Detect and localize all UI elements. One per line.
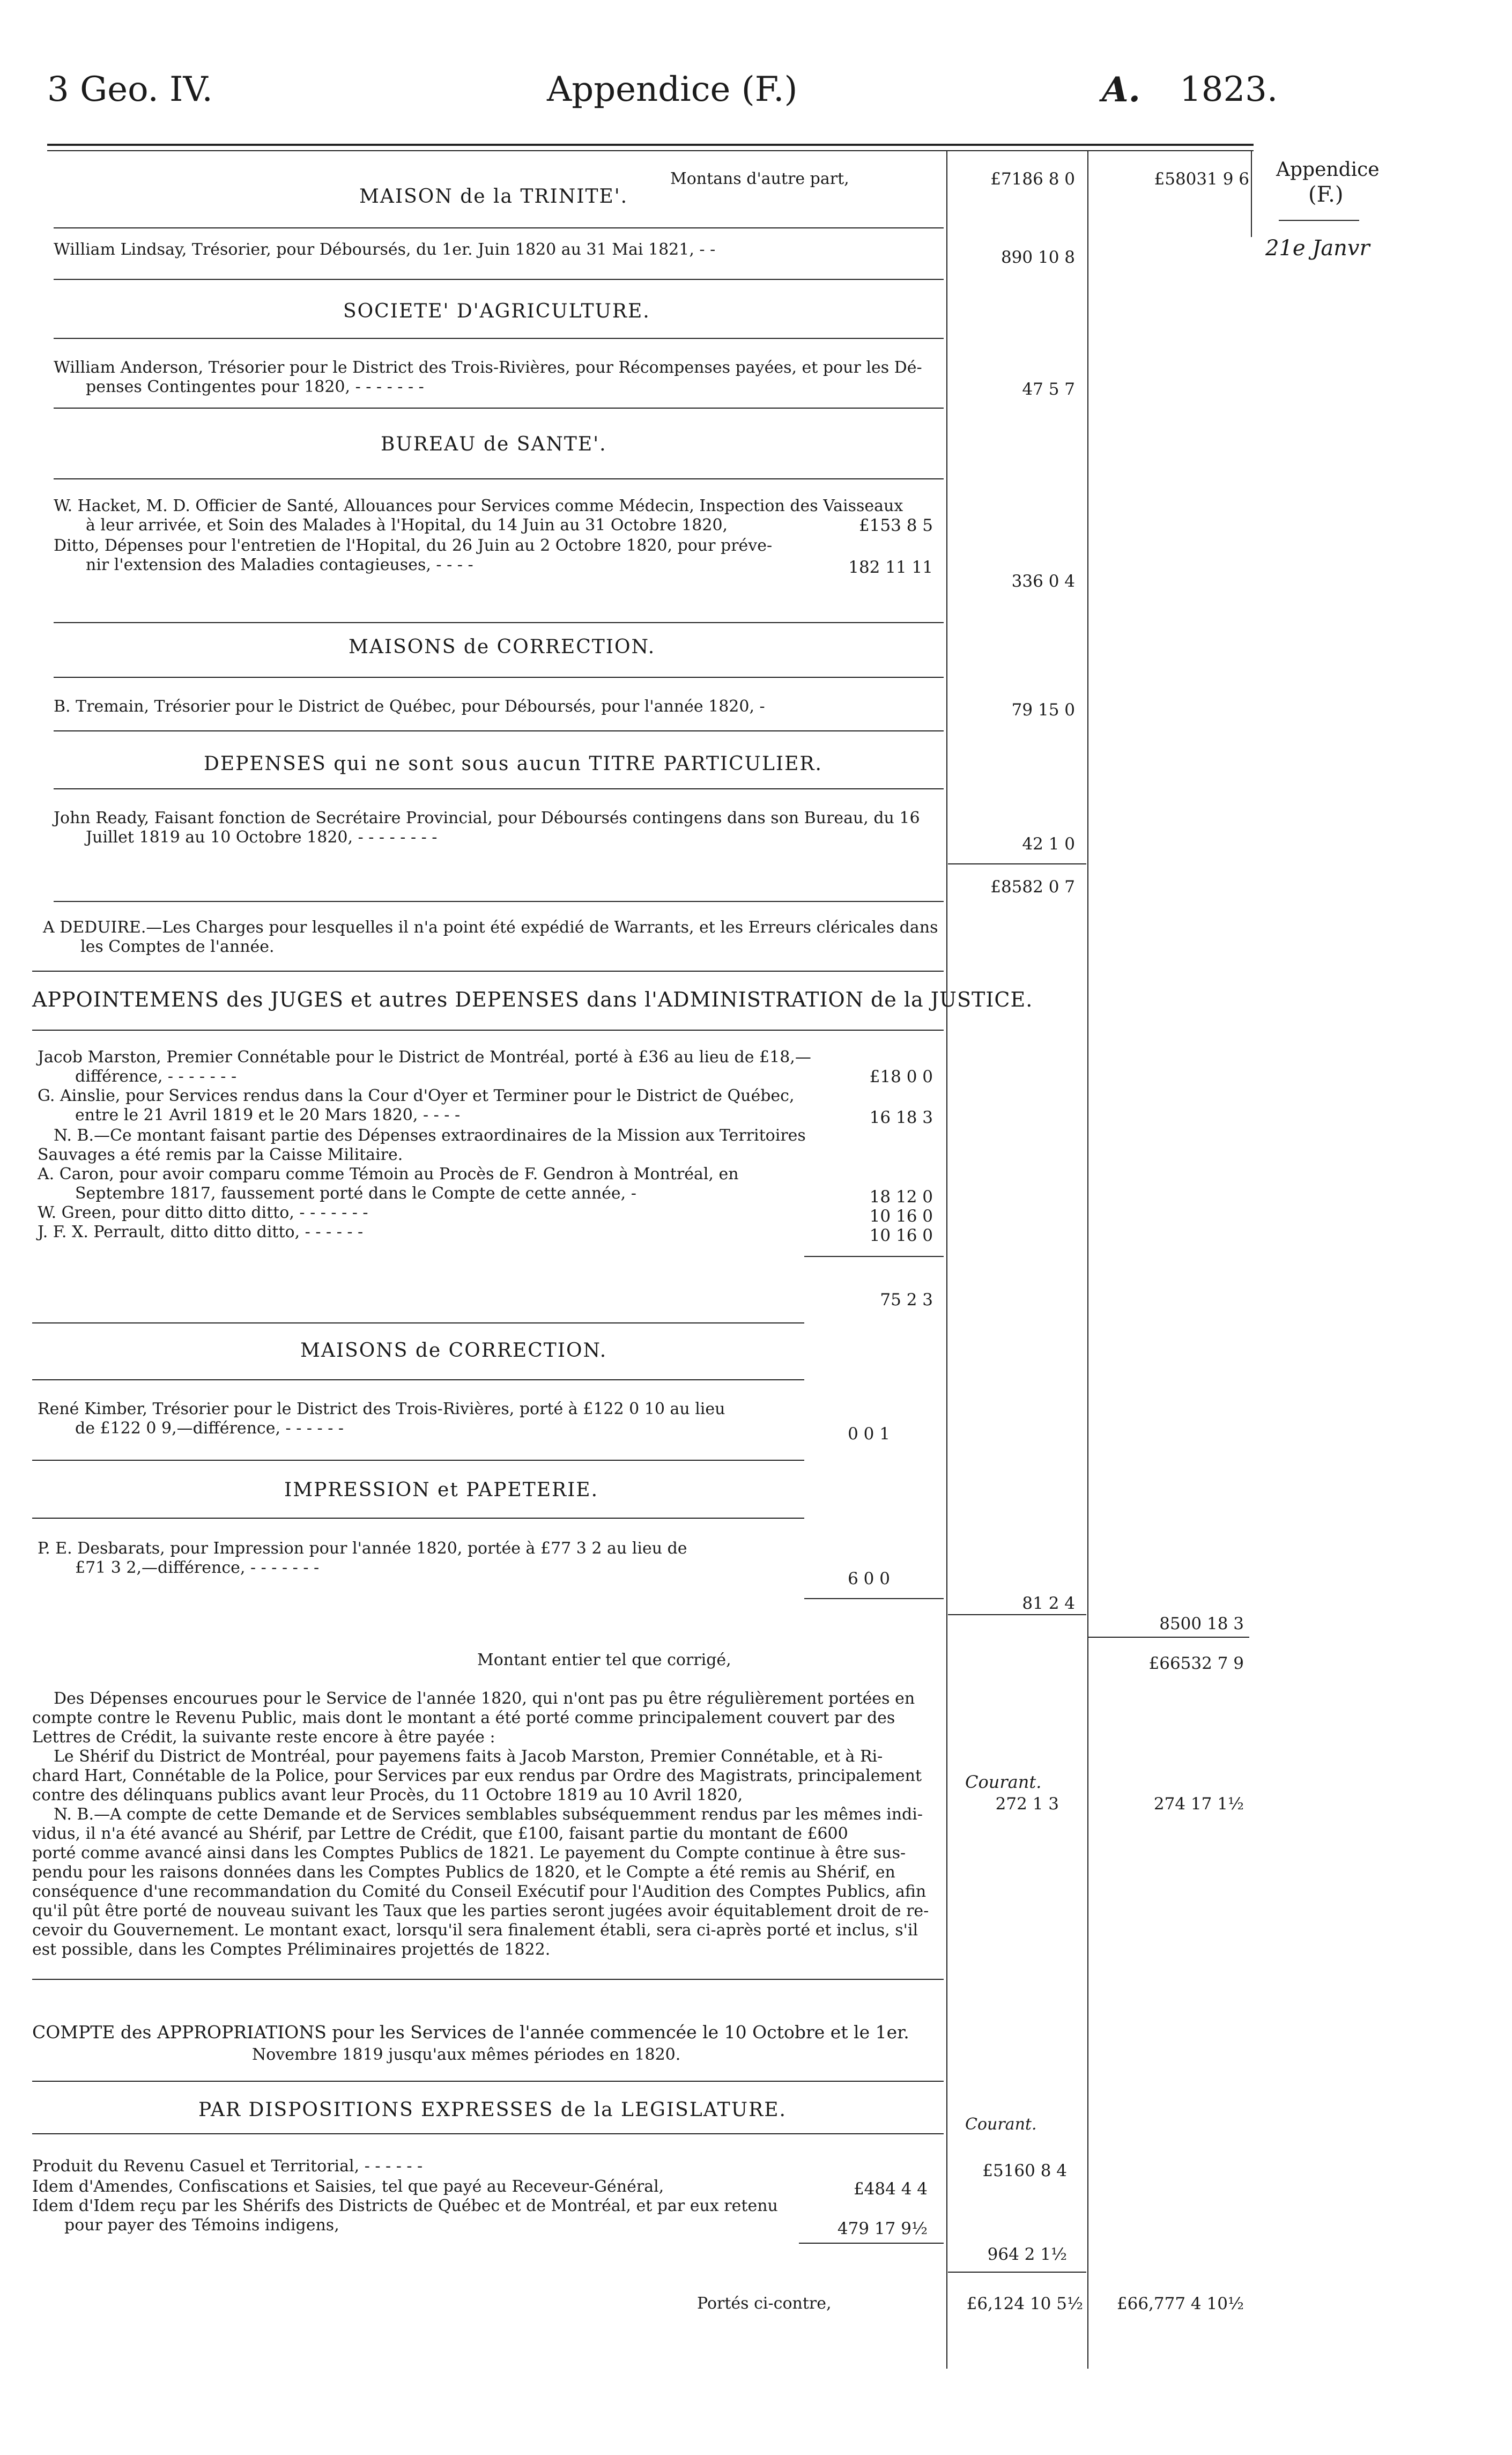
footer-col2: £66,777 4 10½: [1116, 2294, 1244, 2313]
rule: [32, 1460, 804, 1461]
rule: [32, 1030, 944, 1031]
s5-line2: Juillet 1819 au 10 Octobre 1820, - - - - - - - -: [86, 828, 438, 847]
s9-l2: Idem d'Amendes, Confiscations et Saisies, tel que payé au Receveur-Général,: [32, 2177, 664, 2196]
rule: [54, 730, 944, 731]
corrected-amount: £66532 7 9: [1148, 1654, 1244, 1673]
s2-line1: William Anderson, Trésorier pour le District des Trois-Rivières, pour Récompenses payées, et pour les Dé-: [54, 358, 922, 377]
para-line-2: compte contre le Revenu Public, mais dont le montant a été porté comme principalement couvert par des: [32, 1709, 895, 1727]
para-line-11: conséquence d'une recommandation du Comité du Conseil Exécutif pour l'Audition des Comptes Publics, afin: [32, 1882, 927, 1901]
carried-col2: £58031 9 6: [1154, 169, 1249, 189]
para-line-8: vidus, il n'a été avancé au Shérif, par Lettre de Crédit, que £100, faisant partie du montant de £600: [32, 1824, 848, 1843]
s7-line2: de £122 0 9,—différence, - - - - - -: [75, 1419, 344, 1438]
para-total: 274 17 1½: [1153, 1794, 1244, 1814]
rule: [54, 227, 944, 228]
rule: [32, 2133, 944, 2134]
rule: [32, 2081, 944, 2082]
corrected-label: Montant entier tel que corrigé,: [477, 1651, 731, 1669]
rule: [948, 1614, 1086, 1615]
s6-l5: N. B.—Ce montant faisant partie des Dépenses extraordinaires de la Mission aux Territoires: [54, 1126, 806, 1145]
s6-title: APPOINTEMENS des JUGES et autres DEPENSES dans l'ADMINISTRATION de la JUSTICE.: [32, 988, 1033, 1011]
margin-brace: [1279, 220, 1359, 221]
rule: [32, 1518, 804, 1519]
rule: [32, 1379, 804, 1380]
s7-amount: 0 0 1: [848, 1424, 890, 1444]
s3-title: BUREAU de SANTE'.: [381, 433, 607, 455]
s6-a3: 18 12 0: [869, 1187, 933, 1207]
margin-letter: (F.): [1308, 182, 1344, 207]
rule: [54, 408, 944, 409]
para-line-7: N. B.—A compte de cette Demande et de Services semblables subséquemment rendus par les mêmes indi-: [54, 1805, 923, 1824]
s6-l10: J. F. X. Perrault, ditto ditto ditto, - - - - - -: [38, 1223, 364, 1241]
rule: [32, 1322, 804, 1323]
s9-l4: pour payer des Témoins indigens,: [64, 2216, 339, 2235]
s8-net: 8500 18 3: [1159, 1614, 1244, 1633]
s5-line1: John Ready, Faisant fonction de Secrétaire Provincial, pour Déboursés contingens dans son Bureau, du 16: [54, 809, 920, 827]
s6-a1: £18 0 0: [869, 1067, 933, 1086]
para-courant: Courant.: [965, 1772, 1042, 1792]
s5-title: DEPENSES qui ne sont sous aucun TITRE PARTICULIER.: [204, 753, 822, 775]
rule: [804, 1256, 944, 1257]
s9-a2: 964 2 1½: [987, 2245, 1067, 2264]
margin-title: Appendice: [1276, 159, 1380, 181]
s9-l3: Idem d'Idem reçu par les Shérifs des Districts de Québec et de Montréal, et par eux retenu: [32, 2197, 778, 2215]
s9-l1: Produit du Revenu Casuel et Territorial, - - - - - -: [32, 2157, 423, 2176]
s3-line4: nir l'extension des Maladies contagieuses, - - - -: [86, 556, 473, 574]
col-rule-3: [1251, 151, 1252, 237]
s2-amount: 47 5 7: [1022, 380, 1075, 399]
s6-a5: 10 16 0: [869, 1226, 933, 1245]
s3-line1: W. Hacket, M. D. Officier de Santé, Allouances pour Services comme Médecin, Inspection des Vaisseaux: [54, 497, 903, 515]
rule: [54, 677, 944, 678]
rule: [804, 1598, 944, 1599]
s6-l3: G. Ainslie, pour Services rendus dans la Cour d'Oyer et Terminer pour le District de Québec,: [38, 1086, 795, 1105]
s5-amount: 42 1 0: [1022, 834, 1075, 854]
s8-total: 81 2 4: [1022, 1594, 1075, 1613]
carried-col1: £7186 8 0: [990, 169, 1075, 189]
s1-title: MAISON de la TRINITE'.: [359, 186, 628, 208]
s6-a4: 10 16 0: [869, 1207, 933, 1226]
col-rule-2: [1087, 151, 1088, 2369]
header-center: Appendice (F.): [547, 70, 798, 109]
rule: [32, 971, 944, 972]
rule: [799, 2243, 944, 2244]
s9-title: PAR DISPOSITIONS EXPRESSES de la LEGISLATURE.: [198, 2099, 787, 2121]
s8-line1: P. E. Desbarats, pour Impression pour l'année 1820, portée à £77 3 2 au lieu de: [38, 1539, 687, 1558]
s1-amount: 890 10 8: [1000, 248, 1075, 267]
s6-l2: différence, - - - - - - -: [75, 1067, 237, 1086]
header-left: 3 Geo. IV.: [47, 70, 213, 109]
s9-courant: Courant.: [965, 2115, 1037, 2134]
para-line-14: est possible, dans les Comptes Préliminaires projettés de 1822.: [32, 1940, 551, 1959]
s5-total: £8582 0 7: [990, 877, 1075, 897]
header-right-letter: A.: [1102, 70, 1140, 110]
rule: [54, 622, 944, 623]
s7-line1: René Kimber, Trésorier pour le District des Trois-Rivières, porté à £122 0 10 au lieu: [38, 1400, 725, 1418]
para-line-1: Des Dépenses encourues pour le Service de l'année 1820, qui n'ont pas pu être régulièrement portées en: [54, 1689, 915, 1708]
para-line-13: cevoir du Gouvernement. Le montant exact, lorsqu'il sera finalement établi, sera ci-après porté et inclus, s'il: [32, 1921, 918, 1940]
s9-s2: £484 4 4: [853, 2179, 928, 2199]
s3-line3: Ditto, Dépenses pour l'entretien de l'Hopital, du 26 Juin au 2 Octobre 1820, pour préve-: [54, 536, 773, 555]
s7-title: MAISONS de CORRECTION.: [300, 1340, 607, 1362]
carried-label: Montans d'autre part,: [670, 169, 849, 188]
s4-line: B. Tremain, Trésorier pour le District de Québec, pour Déboursés, pour l'année 1820, -: [54, 697, 765, 716]
s3-line2: à leur arrivée, et Soin des Malades à l'Hopital, du 14 Juin au 31 Octobre 1820,: [86, 516, 728, 535]
para-courant-amount: 272 1 3: [995, 1794, 1059, 1814]
rule: [54, 478, 944, 479]
s1-line: William Lindsay, Trésorier, pour Déboursés, du 1er. Juin 1820 au 31 Mai 1821, - -: [54, 240, 716, 259]
rule: [54, 279, 944, 280]
s8-amount: 6 0 0: [848, 1569, 890, 1588]
rule: [948, 863, 1086, 864]
s2-title: SOCIETE' D'AGRICULTURE.: [343, 300, 650, 322]
para-line-10: pendu pour les raisons données dans les Comptes Publics de 1820, et le Compte a été remis au Shérif, en: [32, 1863, 895, 1882]
footer-label: Portés ci-contre,: [697, 2294, 832, 2313]
s4-amount: 79 15 0: [1011, 700, 1075, 720]
s6-l1: Jacob Marston, Premier Connétable pour le District de Montréal, porté à £36 au lieu de £18,—: [38, 1048, 811, 1067]
header-rule: [47, 144, 1254, 146]
rule: [32, 1979, 944, 1980]
rule: [1088, 1637, 1249, 1638]
s3-sub2: 182 11 11: [848, 558, 933, 577]
header-rule-2: [47, 150, 1254, 151]
para-line-5: chard Hart, Connétable de la Police, pour Services par eux rendus par Ordre des Magistrats, principalement: [32, 1766, 922, 1785]
deduire-line2: les Comptes de l'année.: [80, 937, 275, 956]
s9-a1: £5160 8 4: [982, 2161, 1067, 2180]
margin-date: 21e Janvr: [1265, 236, 1370, 261]
compte-line2: Novembre 1819 jusqu'aux mêmes périodes en 1820.: [252, 2045, 681, 2064]
para-line-3: Lettres de Crédit, la suivante reste encore à être payée :: [32, 1728, 495, 1747]
footer-col1: £6,124 10 5½: [966, 2294, 1083, 2313]
rule: [54, 338, 944, 339]
s6-a2: 16 18 3: [869, 1108, 933, 1127]
para-line-4: Le Shérif du District de Montréal, pour payemens faits à Jacob Marston, Premier Connétable, et à Ri-: [54, 1747, 883, 1766]
s3-amount: 336 0 4: [1011, 572, 1075, 591]
s4-title: MAISONS de CORRECTION.: [349, 636, 656, 658]
rule: [54, 788, 944, 789]
rule: [54, 901, 944, 902]
s6-total: 75 2 3: [880, 1290, 933, 1310]
s3-sub1: £153 8 5: [858, 516, 933, 535]
rule: [948, 2272, 1086, 2273]
s6-l7: A. Caron, pour avoir comparu comme Témoin au Procès de F. Gendron à Montréal, en: [38, 1165, 739, 1184]
col-rule-1: [946, 151, 947, 2369]
header-year: 1823.: [1180, 70, 1278, 109]
deduire-line1: A DEDUIRE.—Les Charges pour lesquelles il n'a point été expédié de Warrants, et les Erreurs cléricales dans: [43, 918, 938, 937]
s6-l6: Sauvages a été remis par la Caisse Militaire.: [38, 1145, 403, 1164]
para-line-12: qu'il pût être porté de nouveau suivant les Taux que les parties seront jugées avoir équitablement droit de re-: [32, 1902, 929, 1920]
s8-line2: £71 3 2,—différence, - - - - - - -: [75, 1558, 320, 1577]
para-line-9: porté comme avancé ainsi dans les Comptes Publics de 1821. Le payement du Compte continue à être sus-: [32, 1844, 906, 1862]
s8-title: IMPRESSION et PAPETERIE.: [284, 1479, 599, 1501]
para-line-6: contre des délinquans publics avant leur Procès, du 11 Octobre 1819 au 10 Avril 1820,: [32, 1786, 743, 1805]
s6-l9: W. Green, pour ditto ditto ditto, - - - - - - -: [38, 1203, 368, 1222]
s9-s3: 479 17 9½: [837, 2219, 928, 2238]
s2-line2: penses Contingentes pour 1820, - - - - - - -: [86, 378, 424, 396]
compte-line1: COMPTE des APPROPRIATIONS pour les Services de l'année commencée le 10 Octobre et le 1er.: [32, 2022, 909, 2043]
s6-l8: Septembre 1817, faussement porté dans le Compte de cette année, -: [75, 1184, 636, 1203]
s6-l4: entre le 21 Avril 1819 et le 20 Mars 1820, - - - -: [75, 1106, 461, 1125]
